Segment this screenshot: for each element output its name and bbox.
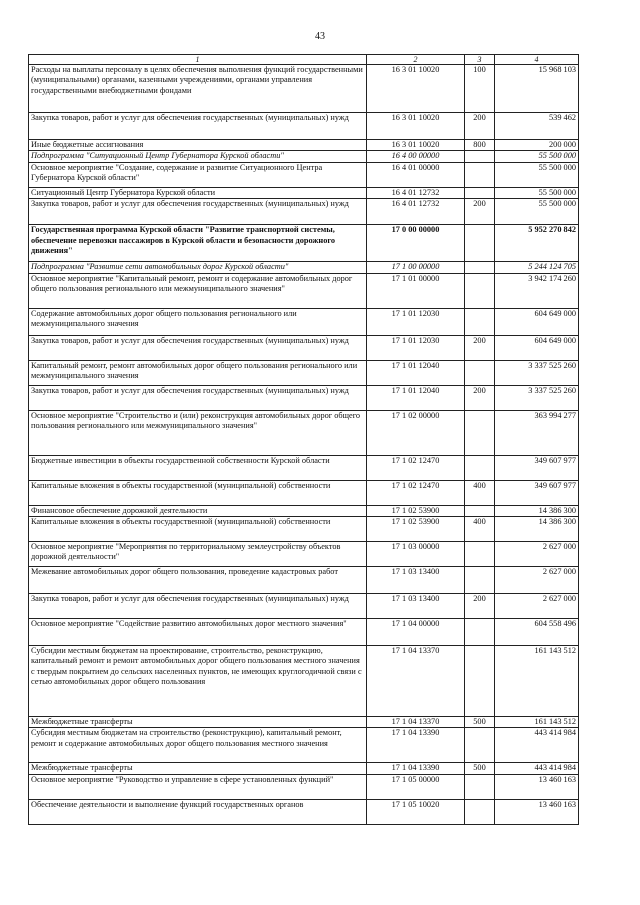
row-type: 200 — [465, 335, 495, 360]
row-amount: 13 460 163 — [495, 774, 579, 799]
row-code: 17 1 04 00000 — [367, 619, 465, 646]
row-amount: 5 952 270 842 — [495, 225, 579, 262]
row-name: Основное мероприятие "Капитальный ремонт, ремонт и содержание автомобильных дорог общего пользования регионального или межмуниципального значения" — [29, 273, 367, 308]
row-name: Межевание автомобильных дорог общего пользования, проведение кадастровых работ — [29, 567, 367, 594]
row-type — [465, 410, 495, 455]
row-amount: 3 337 525 260 — [495, 385, 579, 410]
row-code: 17 1 00 00000 — [367, 262, 465, 273]
row-amount: 5 244 124 705 — [495, 262, 579, 273]
row-code: 17 1 01 12040 — [367, 385, 465, 410]
row-type: 200 — [465, 385, 495, 410]
table-row — [29, 619, 579, 646]
row-code: 17 1 02 00000 — [367, 410, 465, 455]
row-type: 100 — [465, 65, 495, 113]
row-code: 17 1 01 00000 — [367, 273, 465, 308]
budget-table — [28, 54, 579, 825]
table-row — [29, 335, 579, 360]
row-type — [465, 728, 495, 763]
row-code: 16 4 00 00000 — [367, 151, 465, 162]
row-amount: 55 500 000 — [495, 199, 579, 225]
row-code: 16 3 01 10020 — [367, 140, 465, 151]
row-amount: 539 462 — [495, 113, 579, 140]
table-row — [29, 360, 579, 385]
header-col-4: 4 — [495, 55, 579, 65]
row-type — [465, 455, 495, 480]
table-row — [29, 162, 579, 187]
row-code: 16 3 01 10020 — [367, 113, 465, 140]
row-amount: 349 607 977 — [495, 480, 579, 505]
row-type — [465, 567, 495, 594]
row-code: 16 4 01 12732 — [367, 199, 465, 225]
table-row — [29, 113, 579, 140]
table-row — [29, 567, 579, 594]
row-code: 17 1 02 53900 — [367, 505, 465, 516]
row-amount: 161 143 512 — [495, 646, 579, 717]
row-name: Межбюджетные трансферты — [29, 717, 367, 728]
row-type — [465, 799, 495, 824]
row-amount: 55 500 000 — [495, 151, 579, 162]
row-code: 17 1 02 12470 — [367, 480, 465, 505]
row-type — [465, 308, 495, 335]
row-code: 17 1 03 00000 — [367, 542, 465, 567]
row-type — [465, 262, 495, 273]
row-amount: 349 607 977 — [495, 455, 579, 480]
row-amount: 2 627 000 — [495, 567, 579, 594]
table-row — [29, 385, 579, 410]
table-row — [29, 410, 579, 455]
row-name: Подпрограмма "Развитие сети автомобильных дорог Курской области" — [29, 262, 367, 273]
table-row — [29, 262, 579, 273]
row-name: Основное мероприятие "Строительство и (или) реконструкция автомобильных дорог общего пользования регионального или межмуниципального значения" — [29, 410, 367, 455]
row-code: 17 1 01 12040 — [367, 360, 465, 385]
row-name: Содержание автомобильных дорог общего пользования регионального или межмуниципального значения — [29, 308, 367, 335]
table-row — [29, 505, 579, 516]
row-type: 400 — [465, 517, 495, 542]
row-name: Подпрограмма "Ситуационный Центр Губернатора Курской области" — [29, 151, 367, 162]
row-code: 16 4 01 00000 — [367, 162, 465, 187]
row-amount: 161 143 512 — [495, 717, 579, 728]
row-code: 17 1 01 12030 — [367, 335, 465, 360]
row-name: Финансовое обеспечение дорожной деятельности — [29, 505, 367, 516]
row-amount: 604 649 000 — [495, 308, 579, 335]
row-name: Основное мероприятие "Создание, содержание и развитие Ситуационного Центра Губернатора Курской области" — [29, 162, 367, 187]
row-name: Государственная программа Курской области "Развитие транспортной системы, обеспечение перевозки пассажиров в Курской области и безопасности дорожного движения" — [29, 225, 367, 262]
row-amount: 3 942 174 260 — [495, 273, 579, 308]
row-name: Капитальные вложения в объекты государственной (муниципальной) собственности — [29, 480, 367, 505]
row-code: 17 1 05 10020 — [367, 799, 465, 824]
row-type — [465, 273, 495, 308]
table-row — [29, 151, 579, 162]
row-amount: 3 337 525 260 — [495, 360, 579, 385]
header-col-3: 3 — [465, 55, 495, 65]
row-amount: 363 994 277 — [495, 410, 579, 455]
row-code: 17 1 04 13370 — [367, 646, 465, 717]
row-amount: 443 414 984 — [495, 763, 579, 774]
row-name: Закупка товаров, работ и услуг для обеспечения государственных (муниципальных) нужд — [29, 385, 367, 410]
row-name: Бюджетные инвестиции в объекты государственной собственности Курской области — [29, 455, 367, 480]
row-code: 17 1 03 13400 — [367, 567, 465, 594]
row-code: 16 4 01 12732 — [367, 187, 465, 198]
table-row — [29, 763, 579, 774]
row-name: Основное мероприятие "Мероприятия по территориальному землеустройству объектов дорожной деятельности" — [29, 542, 367, 567]
table-row — [29, 594, 579, 619]
row-type: 200 — [465, 113, 495, 140]
row-name: Закупка товаров, работ и услуг для обеспечения государственных (муниципальных) нужд — [29, 199, 367, 225]
row-amount: 13 460 163 — [495, 799, 579, 824]
table-row — [29, 542, 579, 567]
row-type: 500 — [465, 717, 495, 728]
row-name: Закупка товаров, работ и услуг для обеспечения государственных (муниципальных) нужд — [29, 594, 367, 619]
table-row — [29, 187, 579, 198]
row-amount: 604 649 000 — [495, 335, 579, 360]
row-amount: 55 500 000 — [495, 187, 579, 198]
header-row — [29, 55, 579, 65]
row-type: 200 — [465, 594, 495, 619]
table-row — [29, 455, 579, 480]
row-amount: 2 627 000 — [495, 594, 579, 619]
row-code: 17 1 02 53900 — [367, 517, 465, 542]
table-row — [29, 646, 579, 717]
budget-table-body — [29, 55, 579, 825]
row-name: Закупка товаров, работ и услуг для обеспечения государственных (муниципальных) нужд — [29, 113, 367, 140]
table-row — [29, 728, 579, 763]
page-number: 43 — [315, 31, 325, 42]
table-row — [29, 799, 579, 824]
table-row — [29, 273, 579, 308]
row-amount: 55 500 000 — [495, 162, 579, 187]
table-row — [29, 480, 579, 505]
row-amount: 200 000 — [495, 140, 579, 151]
table-row — [29, 308, 579, 335]
row-type: 400 — [465, 480, 495, 505]
row-code: 17 1 04 13370 — [367, 717, 465, 728]
row-type: 200 — [465, 199, 495, 225]
row-code: 17 1 01 12030 — [367, 308, 465, 335]
row-amount: 14 386 300 — [495, 517, 579, 542]
row-type — [465, 542, 495, 567]
table-row — [29, 199, 579, 225]
row-type — [465, 151, 495, 162]
row-type — [465, 646, 495, 717]
row-name: Капитальный ремонт, ремонт автомобильных дорог общего пользования регионального или межмуниципального значения — [29, 360, 367, 385]
table-row — [29, 517, 579, 542]
row-code: 17 1 03 13400 — [367, 594, 465, 619]
row-type — [465, 360, 495, 385]
row-amount: 2 627 000 — [495, 542, 579, 567]
row-type — [465, 619, 495, 646]
row-amount: 14 386 300 — [495, 505, 579, 516]
table-row — [29, 717, 579, 728]
row-name: Ситуационный Центр Губернатора Курской области — [29, 187, 367, 198]
table-row — [29, 774, 579, 799]
row-type — [465, 774, 495, 799]
row-code: 17 1 02 12470 — [367, 455, 465, 480]
row-name: Обеспечение деятельности и выполнение функций государственных органов — [29, 799, 367, 824]
row-name: Расходы на выплаты персоналу в целях обеспечения выполнения функций государственными (муниципальными) органами, казенными учреждениями, органами управления государственными внебюджетными фондами — [29, 65, 367, 113]
row-code: 17 0 00 00000 — [367, 225, 465, 262]
row-amount: 604 558 496 — [495, 619, 579, 646]
row-name: Основное мероприятие "Руководство и управление в сфере установленных функций" — [29, 774, 367, 799]
header-col-2: 2 — [367, 55, 465, 65]
row-name: Субсидия местным бюджетам на строительство (реконструкцию), капитальный ремонт, ремонт и содержание автомобильных дорог общего пользования местного значения — [29, 728, 367, 763]
row-name: Межбюджетные трансферты — [29, 763, 367, 774]
row-type: 500 — [465, 763, 495, 774]
row-code: 16 3 01 10020 — [367, 65, 465, 113]
table-row — [29, 65, 579, 113]
table-row — [29, 225, 579, 262]
row-code: 17 1 05 00000 — [367, 774, 465, 799]
row-amount: 443 414 984 — [495, 728, 579, 763]
row-code: 17 1 04 13390 — [367, 728, 465, 763]
row-type — [465, 225, 495, 262]
row-amount: 15 968 103 — [495, 65, 579, 113]
row-name: Субсидии местным бюджетам на проектирование, строительство, реконструкцию, капитальный ремонт и ремонт автомобильных дорог общего пользования местного значения с твердым покрытием до сельских населенных пунктов, не имеющих круглогодичной связи с сетью автомобильных дорог общего пользования — [29, 646, 367, 717]
row-type — [465, 187, 495, 198]
row-type: 800 — [465, 140, 495, 151]
header-col-1: 1 — [29, 55, 367, 65]
row-name: Капитальные вложения в объекты государственной (муниципальной) собственности — [29, 517, 367, 542]
row-type — [465, 162, 495, 187]
row-name: Закупка товаров, работ и услуг для обеспечения государственных (муниципальных) нужд — [29, 335, 367, 360]
row-name: Иные бюджетные ассигнования — [29, 140, 367, 151]
table-row — [29, 140, 579, 151]
row-type — [465, 505, 495, 516]
row-name: Основное мероприятие "Содействие развитию автомобильных дорог местного значения" — [29, 619, 367, 646]
row-code: 17 1 04 13390 — [367, 763, 465, 774]
